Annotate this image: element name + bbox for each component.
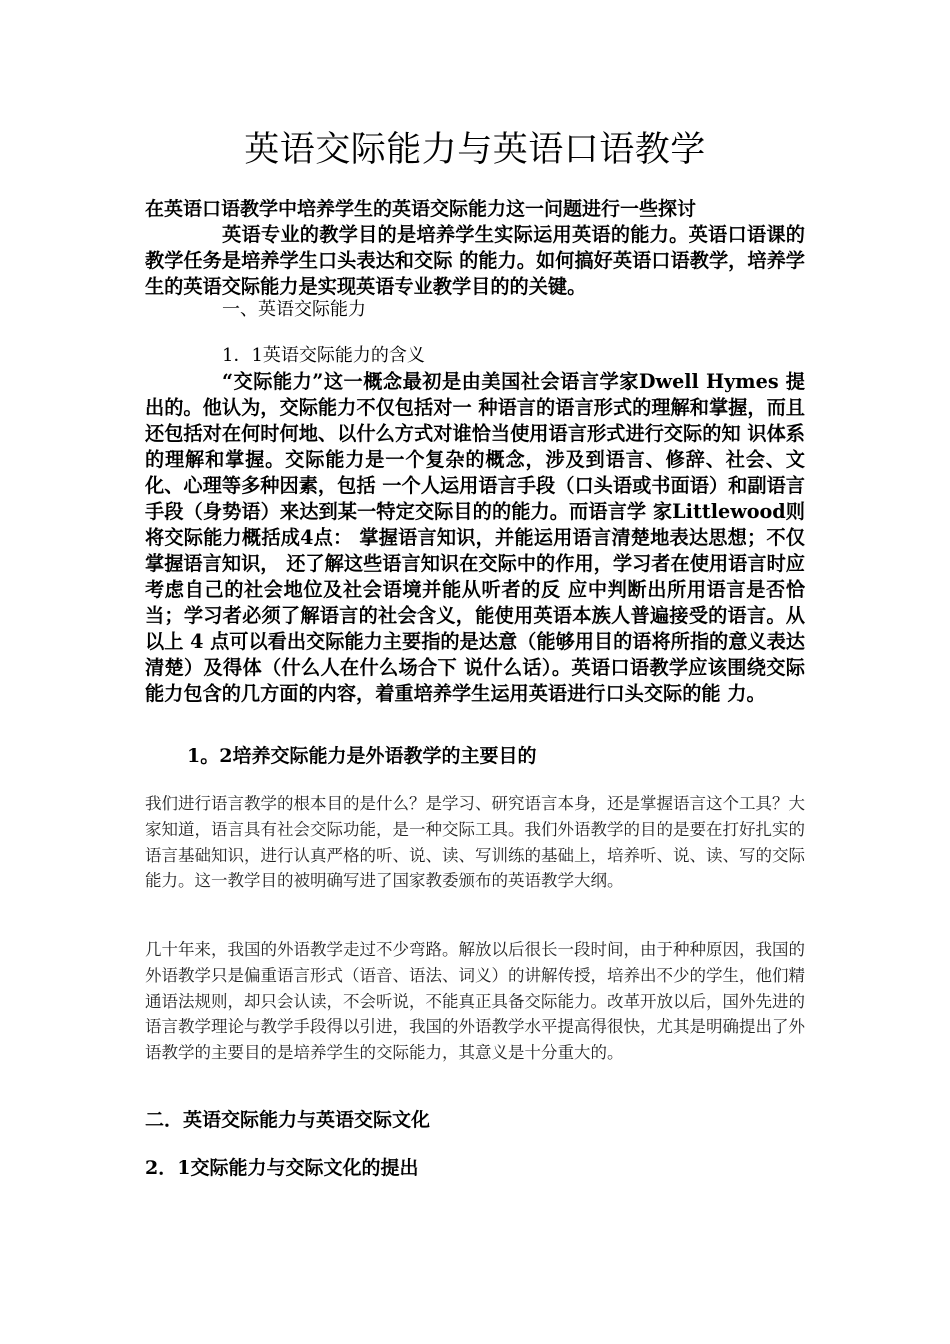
section-2-heading: 二．英语交际能力与英语交际文化 [145, 1109, 431, 1131]
subsection-2-1-heading: 2．1交际能力与交际文化的提出 [145, 1157, 419, 1179]
intro-line: 在英语口语教学中培养学生的英语交际能力这一问题进行一些探讨 [145, 198, 697, 220]
subsection-1-1-heading: 1．1英语交际能力的含义 [222, 345, 425, 366]
subsection-1-2-heading: 1。2培养交际能力是外语教学的主要目的 [187, 745, 537, 767]
purpose-paragraph: 英语专业的教学目的是培养学生实际运用英语的能力。英语口语课的教学任务是培养学生口头表达和交际 的能力。如何搞好英语口语教学，培养学生的英语交际能力是实现英语专业教学目的的关键。 [145, 223, 805, 298]
history-paragraph: 几十年来，我国的外语教学走过不少弯路。解放以后很长一段时间，由于种种原因，我国的外语教学只是偏重语言形式（语音、语法、词义）的讲解传授，培养出不少的学生，他们精通语法规则，却只会认读，不会听说，不能真正具备交际能力。改革开放以后，国外先进的语言教学理论与教学手段得以引进，我国的外语教学水平提高得很快，尤其是明确提出了外语教学的主要目的是培养学生的交际能力，其意义是十分重大的。 [145, 940, 805, 1063]
definition-paragraph: “交际能力”这一概念最初是由美国社会语言学家Dwell Hymes 提出的。他认为，交际能力不仅包括对一 种语言的语言形式的理解和掌握，而且还包括对在何时何地、以什么方式对谁恰当使用语言形式进行交际的知 识体系的理解和掌握。交际能力是一个复杂的概念，涉及到语言、修辞、社会、文化、心理等多种因素，包括 一个人运用语言手段（口头语或书面语）和副语言手段（身势语）来达到某一特定交际目的的能力。而语言学 家Littlewood则将交际能力概括成4点： 掌握语言知识，并能运用语言清楚地表达思想；不仅掌握语言知识， 还了解这些语言知识在交际中的作用，学习者在使用语言时应考虑自己的社会地位及社会语境并能从听者的反 应中判断出所用语言是否恰当；学习者必须了解语言的社会含义，能使用英语本族人普遍接受的语言。从以上 4 点可以看出交际能力主要指的是达意（能够用目的语将所指的意义表达清楚）及得体（什么人在什么场合下 说什么话）。英语口语教学应该围绕交际能力包含的几方面的内容，着重培养学生运用英语进行口头交际的能 力。 [145, 370, 805, 705]
section-1-heading: 一、英语交际能力 [222, 299, 366, 320]
document-title: 英语交际能力与英语口语教学 [244, 130, 706, 170]
teaching-goal-paragraph: 我们进行语言教学的根本目的是什么？是学习、研究语言本身，还是掌握语言这个工具？大家知道，语言具有社会交际功能，是一种交际工具。我们外语教学的目的是要在打好扎实的语言基础知识，进行认真严格的听、说、读、写训练的基础上，培养听、说、读、写的交际能力。这一教学目的被明确写进了国家教委颁布的英语教学大纲。 [145, 794, 805, 891]
